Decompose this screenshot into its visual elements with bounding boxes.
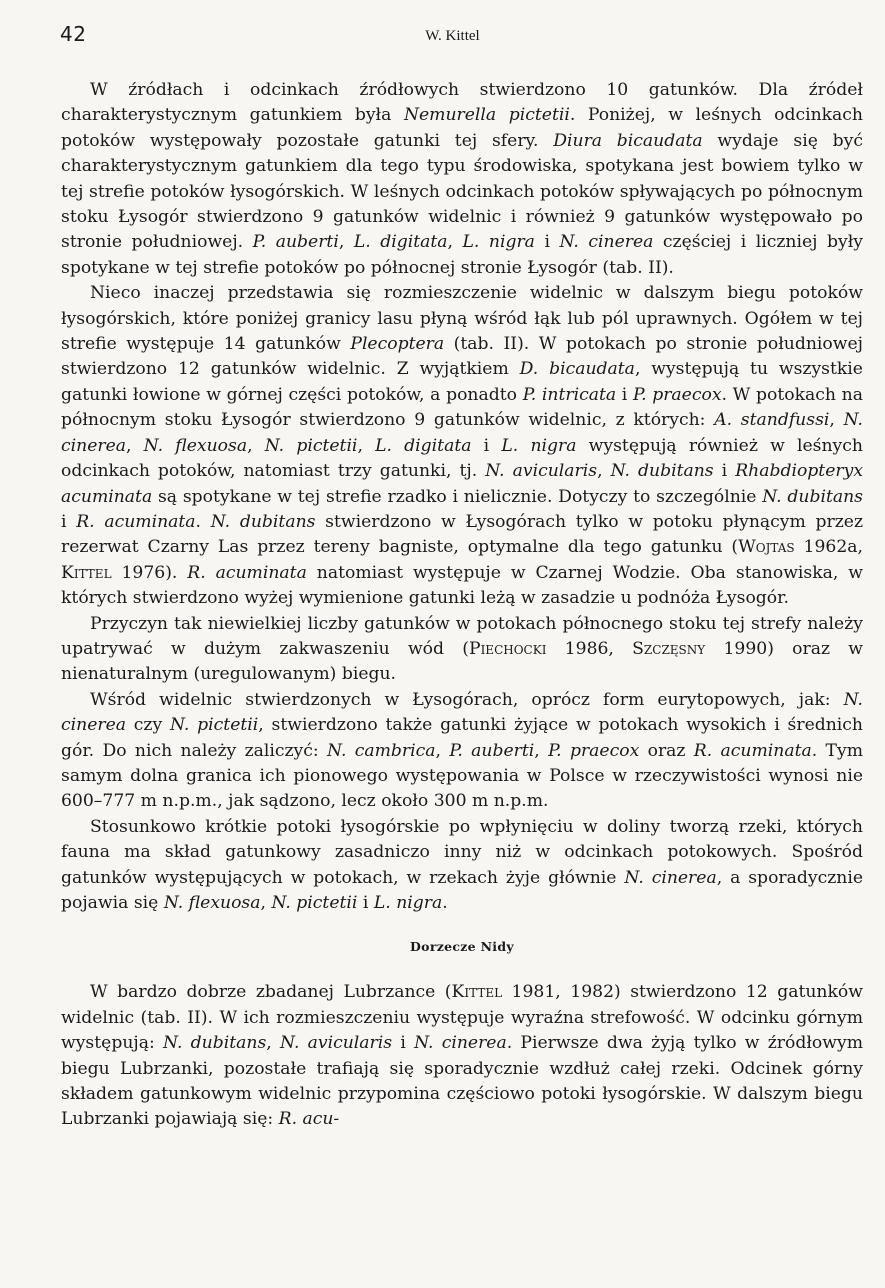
species-name: L. digitata xyxy=(375,435,472,456)
paragraph xyxy=(61,980,863,1132)
species-name: A. standfussi xyxy=(714,410,830,431)
text-run: . W potokach na północnym stoku Łysogór stwierdzono 9 gatunków widelnic, z których: xyxy=(61,384,863,431)
species-name: Rhabdiopteryx acuminata xyxy=(61,461,864,507)
species-name: Nemurella pictetii xyxy=(403,105,570,126)
text-run: i xyxy=(471,435,502,456)
species-name: N. pictetii xyxy=(271,893,358,913)
paragraph xyxy=(61,78,863,281)
species-name: N. pictetii xyxy=(264,435,358,456)
species-name: P. praecox xyxy=(632,384,722,405)
species-name: P. intricata xyxy=(522,384,617,405)
text-run: , xyxy=(435,740,450,761)
text-run: . Poniżej, w leśnych odcinkach potoków występowały pozostałe gatunki tej sfery. xyxy=(61,105,863,151)
citation-author: Kittel xyxy=(61,562,112,583)
species-name: N. cinerea xyxy=(61,410,863,456)
text-run: , xyxy=(597,461,611,482)
species-name: N. pictetii xyxy=(169,715,259,736)
text-run: . xyxy=(195,511,211,532)
text-run: W źródłach i odcinkach źródłowych stwierdzono 10 gatunków. Dla źródeł charakterystycznym gatunkiem była xyxy=(61,80,863,126)
paragraph xyxy=(61,281,863,611)
text-run: i xyxy=(392,1033,415,1054)
text-run: oraz xyxy=(639,740,694,761)
text-run: 1976). xyxy=(111,562,188,583)
running-head-author: W. Kittel xyxy=(425,28,480,44)
species-name: R. acu- xyxy=(278,1109,340,1130)
text-run: . xyxy=(442,893,448,913)
paragraph xyxy=(61,815,863,917)
citation-author: Szczęsny xyxy=(632,638,706,659)
text-run: (tab. II). W potokach po stronie południowej stwierdzono 12 gatunków widelnic. Z wyjątkiem xyxy=(61,334,863,380)
species-name: N. dubitans xyxy=(762,486,863,507)
citation-author: Wojtas xyxy=(738,537,795,558)
species-name: N. dubitans xyxy=(163,1033,267,1054)
section-heading: Dorzecze Nidy xyxy=(410,939,514,955)
species-name: N. dubitans xyxy=(610,461,714,482)
citation-author: Kittel xyxy=(451,982,503,1003)
text-run: . Pierwsze dwa żyją tylko w źródłowym biegu Lubrzanki, pozostałe trafiają się sporadycznie wzdłuż całej rzeki. Odcinek górny składem gatunkowym widelnic przypomina częściowo potoki łysogórskie. W dalszym biegu Lubrzanki pojawiają się: xyxy=(61,1033,863,1130)
text-run: Przyczyn tak niewielkiej liczby gatunków w potokach północnego stoku tej strefy należy upatrywać w dużym zakwaszeniu wód ( xyxy=(61,613,863,659)
text-run: , xyxy=(338,232,354,253)
text-run: częściej i liczniej były spotykane w tej strefie potoków po północnej stronie Łysogór (tab. II). xyxy=(61,232,863,278)
page-number: 42 xyxy=(60,22,87,46)
text-run: i xyxy=(357,893,374,913)
species-name: N. flexuosa xyxy=(143,435,248,456)
species-name: R. acuminata xyxy=(187,562,307,583)
text-run: 1962a, xyxy=(794,537,863,558)
text-run: , xyxy=(357,435,376,456)
species-name: P. praecox xyxy=(548,740,640,761)
text-run: i xyxy=(534,232,560,253)
species-name: L. nigra xyxy=(501,435,577,456)
species-name: L. digitata xyxy=(353,232,448,253)
text-run: wydaje się być charakterystycznym gatunkiem dla tego typu środowiska, spotykana jest bowiem tylko w tej strefie potoków łysogórskich. W leśnych odcinkach potoków spływających po północnym stoku Łysogór stwierdzono 9 gatunków widelnic i również 9 gatunków występowało po stronie południowej. xyxy=(61,130,863,253)
text-run: W bardzo dobrze zbadanej Lubrzance ( xyxy=(90,982,452,1003)
text-run: , xyxy=(126,435,144,456)
text-run: 1990) oraz w nienaturalnym (uregulowanym) biegu. xyxy=(61,638,863,685)
species-name: L. nigra xyxy=(373,893,443,913)
text-run: występują również w leśnych odcinkach potoków, natomiast trzy gatunki, tj. xyxy=(61,435,863,482)
running-head xyxy=(0,28,885,45)
text-run: stwierdzono w Łysogórach tylko w potoku płynącym przez rezerwat Czarny Las przez tereny bagniste, optymalne dla tego gatunku ( xyxy=(61,511,864,558)
text-run: Stosunkowo krótkie potoki łysogórskie po wpłynięciu w doliny tworzą rzeki, których fauna ma skład gatunkowy zasadniczo inny niż w odcinkach potokowych. Spośród gatunków występujących w potokach, w rzekach żyje głównie xyxy=(61,816,863,888)
species-name: P. auberti xyxy=(252,232,339,253)
species-name: N. avicularis xyxy=(280,1033,393,1054)
species-name: N. cinerea xyxy=(559,232,654,253)
species-name: R. acuminata xyxy=(693,740,812,761)
species-name: L. nigra xyxy=(462,232,535,253)
species-name: R. acuminata xyxy=(76,511,196,532)
species-name: N. cinerea xyxy=(414,1033,507,1054)
text-run: czy xyxy=(126,715,170,736)
text-run: , a sporadycznie pojawia się xyxy=(61,867,864,913)
species-name: D. bicaudata xyxy=(519,359,635,380)
text-run: , xyxy=(534,740,549,761)
text-run: , stwierdzono także gatunki żyjące w potokach wysokich i średnich gór. Do nich należy zaliczyć: xyxy=(61,715,864,761)
species-name: P. auberti xyxy=(449,740,535,761)
species-name: Diura bicaudata xyxy=(553,130,703,151)
species-name: N. cinerea xyxy=(624,867,717,888)
text-run: , xyxy=(447,232,463,253)
text-run: , występują tu wszystkie gatunki łowione w górnej części potoków, a ponadto xyxy=(61,359,863,405)
text-run: 1981, 1982) stwierdzono 12 gatunków widelnic (tab. II). W ich rozmieszczeniu występuje wyraźna strefowość. W odcinku górnym występują: xyxy=(61,982,863,1054)
text-run: i xyxy=(713,461,736,482)
species-name: N. cinerea xyxy=(61,689,863,736)
text-run: , xyxy=(266,1033,280,1054)
text-run: , xyxy=(829,410,844,431)
text-run: Wśród widelnic stwierdzonych w Łysogórach, oprócz form eurytopowych, jak: xyxy=(90,689,844,710)
body-text xyxy=(61,78,863,1133)
citation-author: Piechocki xyxy=(469,638,547,659)
species-name: N. dubitans xyxy=(210,511,316,532)
text-run: są spotykane w tej strefie rzadko i nielicznie. Dotyczy to szczególnie xyxy=(152,486,763,507)
text-run: 1986, xyxy=(546,638,633,659)
text-run: natomiast występuje w Czarnej Wodzie. Oba stanowiska, w których stwierdzono wyżej wymienione gatunki leżą w zasadzie u podnóża Łysogór. xyxy=(61,562,863,609)
paragraph xyxy=(61,688,863,815)
species-name: N. avicularis xyxy=(485,461,598,482)
species-name: N. flexuosa xyxy=(163,893,261,913)
text-run: , xyxy=(260,893,272,913)
text-run: , xyxy=(247,435,265,456)
text-run: Nieco inaczej przedstawia się rozmieszczenie widelnic w dalszym biegu potoków łysogórskich, które poniżej granicy lasu płyną wśród łąk lub pól uprawnych. Ogółem w tej strefie występuje 14 gatunków xyxy=(61,283,863,355)
text-run: i xyxy=(61,511,77,532)
text-run: . Tym samym dolna granica ich pionowego występowania w Polsce w rzeczywistości wynosi nie 600–777 m n.p.m., jak sądzono, lecz około 300 m n.p.m. xyxy=(61,740,863,812)
species-name: N. cambrica xyxy=(327,740,436,761)
paragraph xyxy=(61,612,863,688)
species-name: Plecoptera xyxy=(350,334,445,355)
text-run: i xyxy=(616,384,633,405)
